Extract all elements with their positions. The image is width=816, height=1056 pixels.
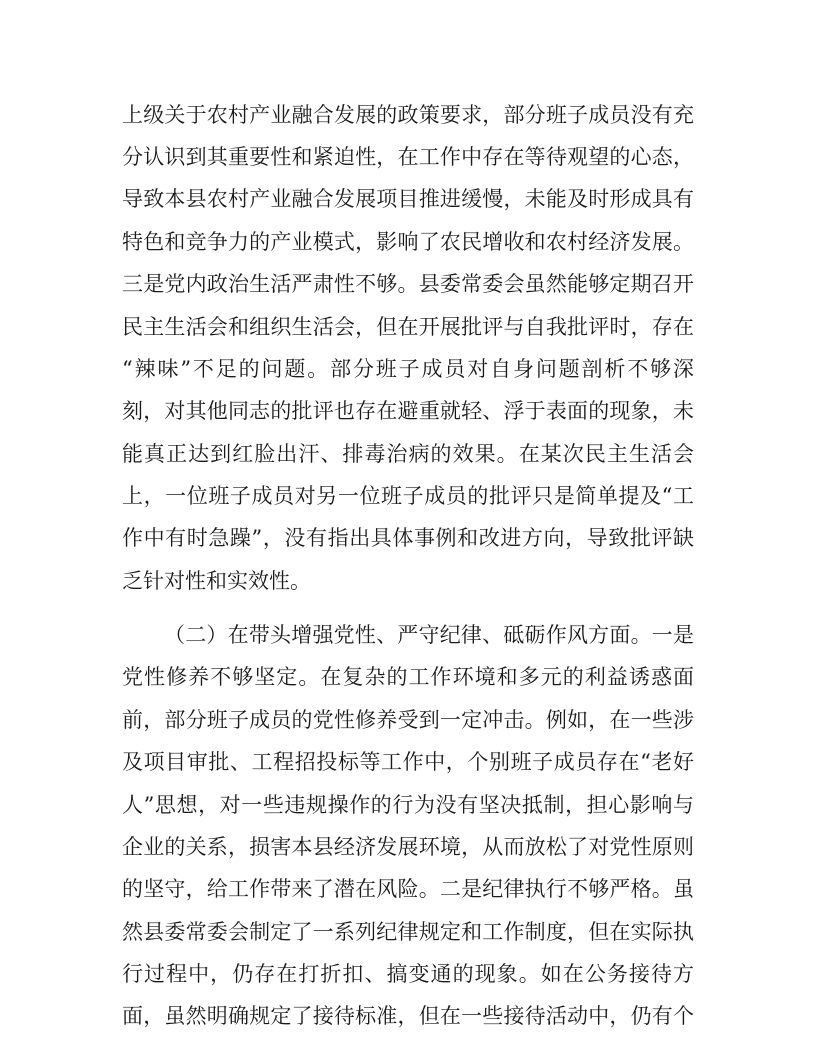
body-text-line: 行过程中，仍存在打折扣、搞变通的现象。如在公务接待方 [122,962,694,986]
body-text-line: 特色和竞争力的产业模式，影响了农民增收和农村经济发展。 [122,230,694,254]
body-text-line: 的坚守，给工作带来了潜在风险。二是纪律执行不够严格。虽 [122,877,694,901]
body-text-line: 企业的关系，损害本县经济发展环境，从而放松了对党性原则 [122,835,694,859]
body-text-line: 上级关于农村产业融合发展的政策要求，部分班子成员没有充 [122,103,694,127]
body-text-line: 导致本县农村产业融合发展项目推进缓慢，未能及时形成具有 [122,187,694,211]
body-text-line: 刻，对其他同志的批评也存在避重就轻、浮于表面的现象，未 [122,399,694,423]
body-text-line: 民主生活会和组织生活会，但在开展批评与自我批评时，存在 [122,315,694,339]
body-text-line: “辣味”不足的问题。部分班子成员对自身问题剖析不够深 [122,357,694,381]
body-text-line: 人”思想，对一些违规操作的行为没有坚决抵制，担心影响与 [122,793,694,817]
body-text-line: 上，一位班子成员对另一位班子成员的批评只是简单提及“工 [122,484,694,508]
body-text-line: 前，部分班子成员的党性修养受到一定冲击。例如，在一些涉 [122,708,694,732]
body-text-line: 三是党内政治生活严肃性不够。县委常委会虽然能够定期召开 [122,272,694,296]
body-text-line: 分认识到其重要性和紧迫性，在工作中存在等待观望的心态， [122,145,694,169]
section-heading-line: （二）在带头增强党性、严守纪律、砥砺作风方面。一是 [164,623,694,647]
body-text-line: 及项目审批、工程招投标等工作中，个别班子成员存在“老好 [122,750,694,774]
body-text-line: 党性修养不够坚定。在复杂的工作环境和多元的利益诱惑面 [122,665,694,689]
body-text-line: 然县委常委会制定了一系列纪律规定和工作制度，但在实际执 [122,920,694,944]
body-text-line: 能真正达到红脸出汗、排毒治病的效果。在某次民主生活会 [122,442,694,466]
body-text-line: 作中有时急躁”，没有指出具体事例和改进方向，导致批评缺 [122,526,694,550]
body-text-line: 面，虽然明确规定了接待标准，但在一些接待活动中，仍有个 [122,1004,694,1028]
paragraph-end-line: 乏针对性和实效性。 [122,569,311,593]
